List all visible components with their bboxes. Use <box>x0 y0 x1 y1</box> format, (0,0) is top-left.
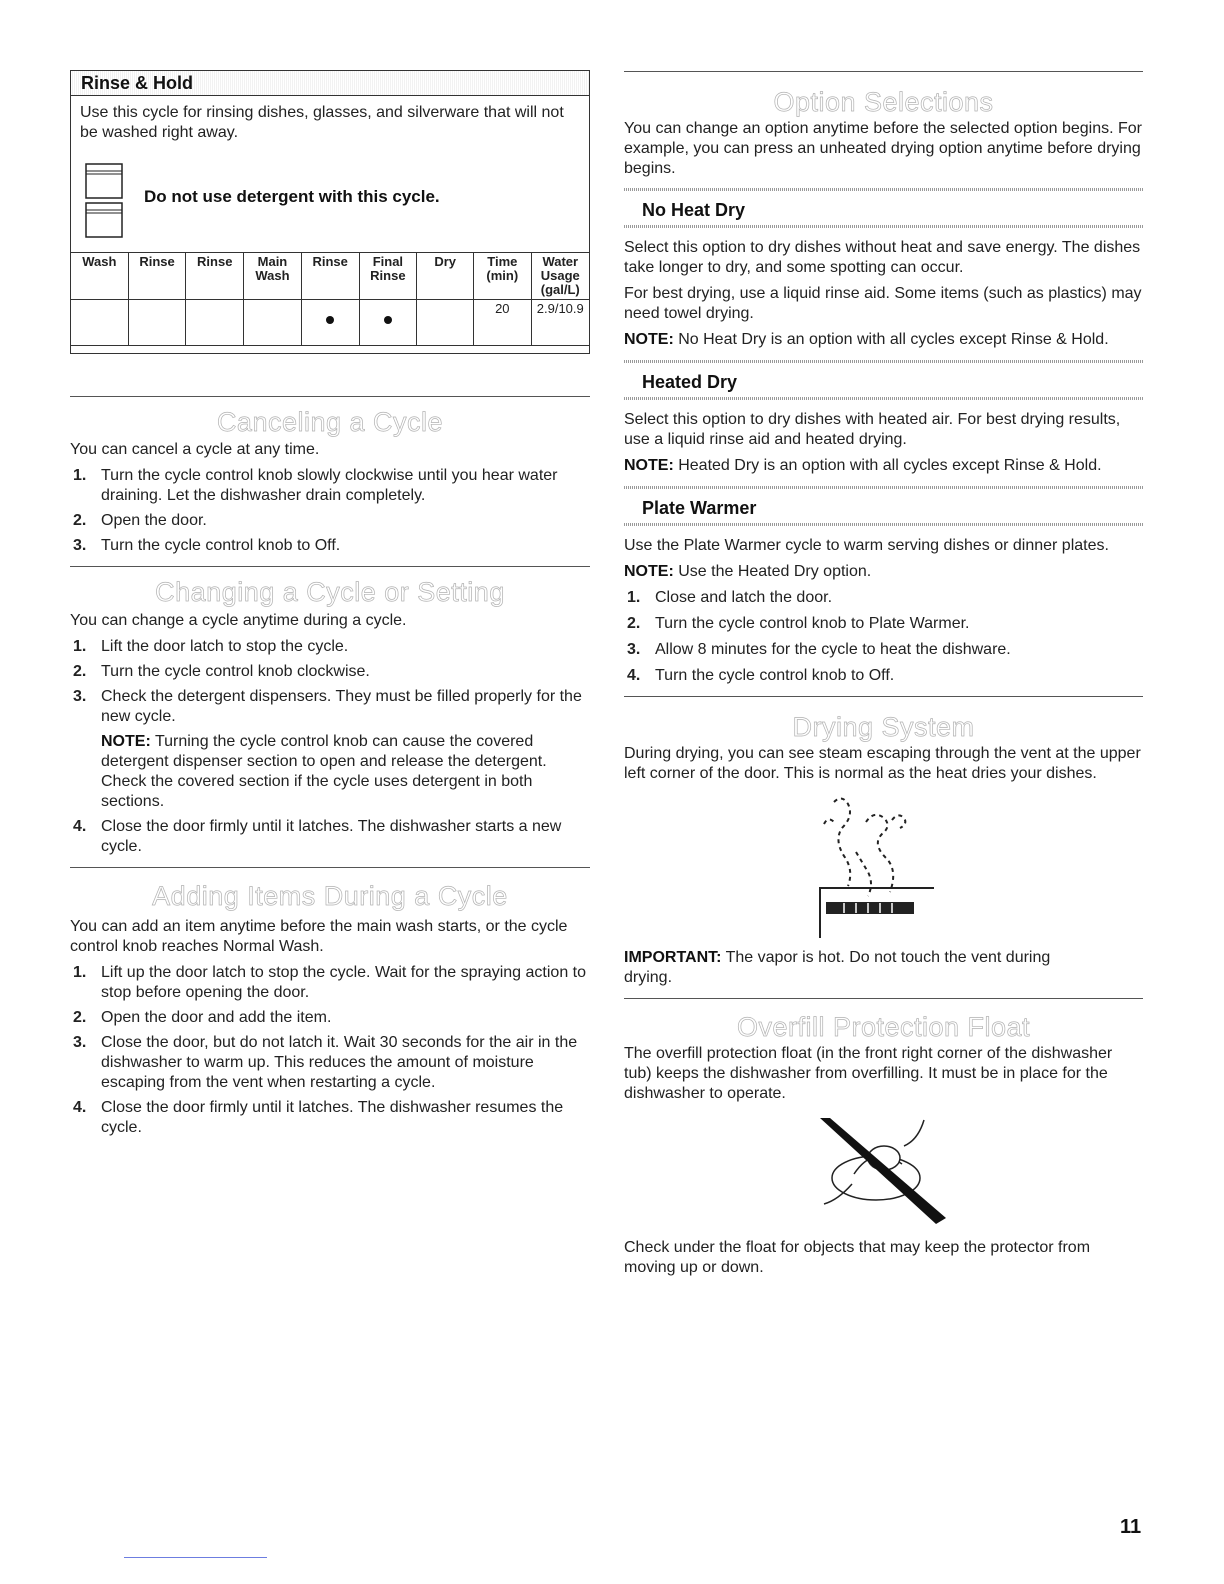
cell-main-wash <box>244 300 302 346</box>
header-rinse-1: Rinse <box>128 253 186 300</box>
drying-intro: During drying, you can see steam escaping through the vent at the upper left corner of the door. This is normal as the heat dries your dishes. <box>624 745 1141 782</box>
active-step-dot <box>384 316 392 324</box>
plate-warmer-steps <box>624 588 1143 686</box>
list-item: 3. Check the detergent dispensers. They must be filled properly for the new cycle. NOTE: Turning the cycle control knob can cause the covered detergent dispenser section to open and release the detergent. Check the covered section if the cycle uses detergent in both sections. <box>70 687 590 812</box>
list-item: 1. Close and latch the door. <box>627 589 833 606</box>
active-step-dot <box>326 316 334 324</box>
canceling-title: Canceling a Cycle <box>216 407 444 437</box>
cell-wash <box>71 300 129 346</box>
header-final-rinse: Final Rinse <box>359 253 417 300</box>
heated-dry-note: NOTE: Heated Dry is an option with all cycles except Rinse & Hold. <box>624 457 1102 474</box>
section-divider <box>70 396 590 397</box>
list-item: 4. Close the door firmly until it latches. The dishwasher starts a new cycle. <box>73 818 562 855</box>
list-item: 4. Close the door firmly until it latches. The dishwasher resumes the cycle. <box>73 1099 564 1136</box>
section-divider <box>70 867 590 868</box>
subsection-divider <box>624 486 1143 489</box>
cycle-table <box>70 252 590 346</box>
plate-warmer-text: Use the Plate Warmer cycle to warm serving dishes or dinner plates. <box>624 537 1109 554</box>
section-divider <box>70 566 590 567</box>
cell-rinse-2 <box>186 300 244 346</box>
list-item: 1. Lift up the door latch to stop the cycle. Wait for the spraying action to stop before opening the door. <box>73 964 586 1001</box>
rinse-hold-header <box>71 71 589 96</box>
subsection-divider <box>624 523 1143 526</box>
plate-warmer-note: NOTE: Use the Heated Dry option. <box>624 563 872 580</box>
cell-time: 20 <box>474 300 531 346</box>
list-item: 3. Turn the cycle control knob to Off. <box>73 537 341 554</box>
list-item: 2. Open the door and add the item. <box>73 1009 332 1026</box>
subsection-divider <box>624 188 1143 191</box>
drying-title: Drying System <box>792 712 975 742</box>
no-heat-dry-title: No Heat Dry <box>642 200 746 220</box>
table-header-row <box>71 253 590 300</box>
section-divider <box>624 696 1143 697</box>
plate-warmer-title: Plate Warmer <box>642 498 757 518</box>
steam-vent-illustration <box>804 792 964 942</box>
list-item: 1. Turn the cycle control knob slowly clockwise until you hear water draining. Let the dishwasher drain completely. <box>73 467 558 504</box>
no-heat-dry-note: NOTE: No Heat Dry is an option with all cycles except Rinse & Hold. <box>624 331 1109 348</box>
list-item: 2. Turn the cycle control knob to Plate Warmer. <box>627 615 970 632</box>
overfill-float-illustration <box>814 1116 954 1226</box>
overfill-outro: Check under the float for objects that may keep the protector from moving up or down. <box>624 1239 1091 1276</box>
section-divider <box>624 71 1143 72</box>
header-water-usage: Water Usage (gal/L) <box>531 253 589 300</box>
changing-steps <box>70 637 590 857</box>
right-sections <box>624 71 1143 1278</box>
list-item: 1. Lift the door latch to stop the cycle. <box>73 638 349 655</box>
list-item: 4. Turn the cycle control knob to Off. <box>627 667 895 684</box>
cell-water-usage: 2.9/10.9 <box>531 300 589 346</box>
cell-final-rinse <box>359 300 417 346</box>
heated-dry-text: Select this option to dry dishes with heated air. For best drying results, use a liquid rinse aid and heated drying. <box>624 411 1121 448</box>
adding-title: Adding Items During a Cycle <box>152 881 508 911</box>
list-item: 3. Allow 8 minutes for the cycle to heat the dishware. <box>627 641 1011 658</box>
drying-important: IMPORTANT: The vapor is hot. Do not touch the vent during drying. <box>624 949 1051 986</box>
changing-note: NOTE: Turning the cycle control knob can cause the covered detergent dispenser section to open and release the detergent. Check the covered section if the cycle uses detergent in both sections. <box>101 733 547 810</box>
list-item: 2. Turn the cycle control knob clockwise. <box>73 663 370 680</box>
header-dry: Dry <box>417 253 474 300</box>
changing-title: Changing a Cycle or Setting <box>155 577 505 607</box>
adding-steps <box>70 963 590 1138</box>
list-item: 3. Close the door, but do not latch it. Wait 30 seconds for the air in the dishwasher to warm up. This reduces the amount of moisture escaping from the vent when restarting a cycle. <box>73 1034 578 1091</box>
subsection-divider <box>624 225 1143 228</box>
page-number: 11 <box>1120 1516 1142 1538</box>
header-rinse-2: Rinse <box>186 253 244 300</box>
subsection-divider <box>624 360 1143 363</box>
adding-intro: You can add an item anytime before the main wash starts, or the cycle control knob reaches Normal Wash. <box>70 918 568 955</box>
left-sections <box>70 396 590 1138</box>
rinse-hold-description: Use this cycle for rinsing dishes, glasses, and silverware that will not be washed right away. <box>80 104 564 141</box>
cell-rinse-1 <box>128 300 186 346</box>
canceling-steps <box>70 466 590 556</box>
list-item: 2. Open the door. <box>73 512 207 529</box>
header-wash: Wash <box>71 253 129 300</box>
overfill-title: Overfill Protection Float <box>736 1012 1031 1042</box>
rinse-hold-warning: Do not use detergent with this cycle. <box>144 187 440 206</box>
canceling-intro: You can cancel a cycle at any time. <box>70 441 320 458</box>
rinse-hold-title: Rinse & Hold <box>81 73 194 93</box>
header-time: Time (min) <box>474 253 531 300</box>
detergent-dispenser-icon <box>85 163 125 241</box>
subsection-divider <box>624 397 1143 400</box>
options-title: Option Selections <box>773 87 994 117</box>
options-intro: You can change an option anytime before the selected option begins. For example, you can press an unheated drying option anytime before drying begins. <box>624 120 1142 177</box>
cell-rinse-3 <box>301 300 359 346</box>
no-heat-dry-tip: For best drying, use a liquid rinse aid. Some items (such as plastics) may need towel drying. <box>624 285 1142 322</box>
cell-dry <box>417 300 474 346</box>
footer-line <box>124 1557 267 1558</box>
table-row <box>71 300 590 346</box>
section-divider <box>624 998 1143 999</box>
heated-dry-title: Heated Dry <box>642 372 738 392</box>
header-rinse-3: Rinse <box>301 253 359 300</box>
header-main-wash: Main Wash <box>244 253 302 300</box>
no-heat-dry-text: Select this option to dry dishes without heat and save energy. The dishes take longer to dry, and some spotting can occur. <box>624 239 1141 276</box>
changing-intro: You can change a cycle anytime during a cycle. <box>70 612 407 629</box>
overfill-intro: The overfill protection float (in the front right corner of the dishwasher tub) keeps the dishwasher from overfilling. It must be in place for the dishwasher to operate. <box>624 1045 1113 1102</box>
